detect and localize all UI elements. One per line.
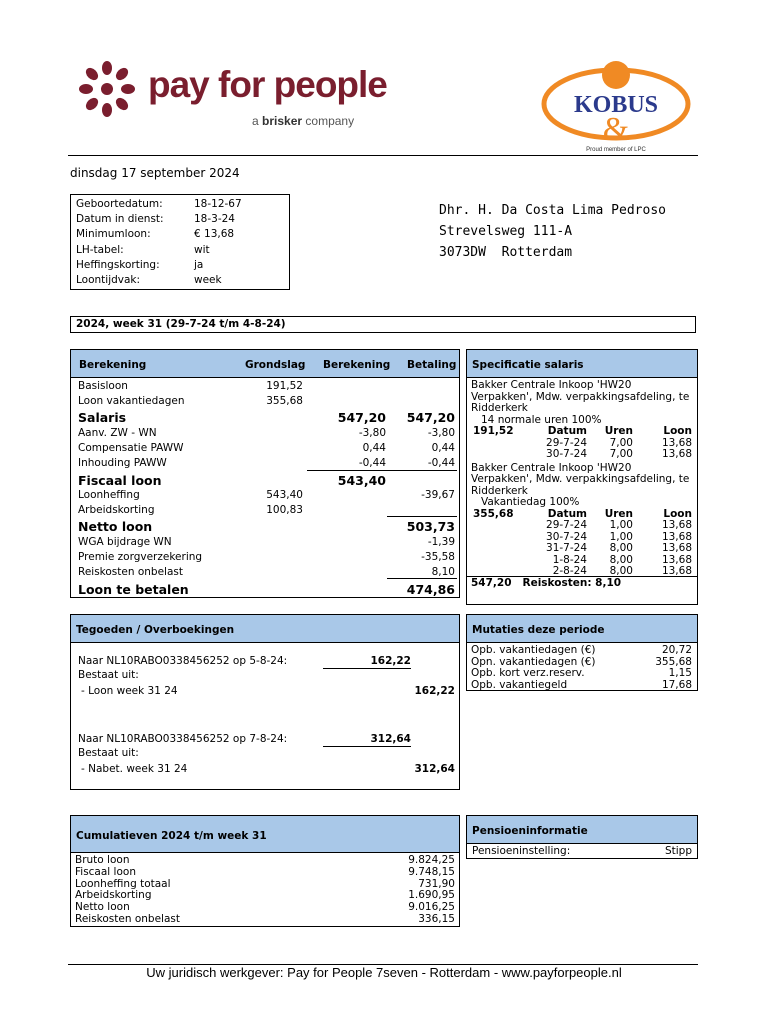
berekening-row-label: Loon vakantiedagen xyxy=(78,395,185,408)
recipient-city: 3073DW Rotterdam xyxy=(439,245,573,260)
spec-uren: 8,00 xyxy=(609,565,633,577)
cumulatief-label: Fiscaal loon xyxy=(75,865,136,878)
spec-datum: 31-7-24 xyxy=(546,542,587,554)
berekening-row-label: Loon te betalen xyxy=(78,581,189,597)
spec-description: Ridderkerk xyxy=(471,402,528,414)
tegoeden-box xyxy=(70,614,460,790)
berekening-table xyxy=(70,349,460,598)
berekening-betaling: 0,44 xyxy=(431,442,455,455)
berekening-betaling: -39,67 xyxy=(421,489,455,501)
spec-uren: 8,00 xyxy=(609,553,633,566)
brand-tagline: a brisker company xyxy=(252,114,355,128)
kobus-member-text: Proud member of LPC xyxy=(586,147,646,153)
spec-datum: 2-8-24 xyxy=(552,565,587,577)
transfer-item: - Loon week 31 24 xyxy=(81,685,178,697)
berekening-grondslag: 355,68 xyxy=(266,395,303,408)
cumulatief-label: Loonheffing totaal xyxy=(75,877,171,890)
berekening-berekening: 547,20 xyxy=(337,410,386,426)
specificatie-title: Specificatie salaris xyxy=(472,359,584,371)
col-grondslag: Grondslag xyxy=(245,359,306,371)
berekening-betaling: -1,39 xyxy=(427,535,455,548)
col-berekening: Berekening xyxy=(323,359,391,371)
mutatie-value: 355,68 xyxy=(655,655,692,668)
pay-for-people-logo xyxy=(76,58,387,133)
mutaties-header xyxy=(467,615,697,643)
info-value: wit xyxy=(194,243,210,256)
info-label: Loontijdvak: xyxy=(76,274,141,286)
employee-info-box xyxy=(70,194,290,290)
transfer-item-amount: 162,22 xyxy=(414,685,455,697)
spec-description: Ridderkerk xyxy=(471,484,528,497)
cumulatieven-header xyxy=(71,816,459,853)
pensioen-label: Pensioeninstelling: xyxy=(472,845,571,857)
transfer-item: - Nabet. week 31 24 xyxy=(81,763,188,775)
transfer-amount: 162,22 xyxy=(370,655,411,667)
spec-col-loon: Loon xyxy=(663,507,692,520)
berekening-header xyxy=(71,350,459,378)
berekening-row-label: Reiskosten onbelast xyxy=(78,566,183,579)
spec-amount: 355,68 xyxy=(473,507,514,520)
mutaties-box xyxy=(466,614,698,691)
transfer-item-amount: 312,64 xyxy=(414,763,455,775)
spec-subline: 14 normale uren 100% xyxy=(481,413,602,426)
spec-col-uren: Uren xyxy=(604,425,633,437)
berekening-row-label: Aanv. ZW - WN xyxy=(78,426,157,439)
spec-loon: 13,68 xyxy=(661,530,692,543)
transfer-bestaat: Bestaat uit: xyxy=(78,669,139,681)
spec-datum: 29-7-24 xyxy=(546,436,587,449)
info-value: week xyxy=(194,274,222,286)
transfer-amount: 312,64 xyxy=(370,733,411,745)
spec-loon: 13,68 xyxy=(661,542,692,554)
spec-description: Verpakken', Mdw. verpakkingsafdeling, te xyxy=(471,390,690,403)
transfer-label: Naar NL10RABO0338456252 op 7-8-24: xyxy=(78,733,288,745)
spec-loon: 13,68 xyxy=(661,519,692,531)
spec-loon: 13,68 xyxy=(661,565,692,577)
transfer-underline xyxy=(323,746,411,747)
berekening-grondslag: 543,40 xyxy=(266,489,303,501)
mutatie-value: 17,68 xyxy=(661,678,692,691)
recipient-name: Dhr. H. Da Costa Lima Pedroso xyxy=(439,203,666,218)
svg-text:&: & xyxy=(602,111,630,148)
cumulatief-label: Reiskosten onbelast xyxy=(75,913,180,925)
berekening-betaling: -0,44 xyxy=(427,457,455,470)
info-value: ja xyxy=(194,258,204,271)
cumulatief-label: Bruto loon xyxy=(75,854,130,866)
spec-uren: 8,00 xyxy=(609,542,633,554)
transfer-label: Naar NL10RABO0338456252 op 5-8-24: xyxy=(78,655,288,667)
berekening-betaling: 547,20 xyxy=(406,410,455,426)
berekening-betaling: -3,80 xyxy=(427,426,455,439)
recipient-address xyxy=(439,200,666,263)
cumulatief-value: 731,90 xyxy=(418,877,455,890)
cumulatief-label: Netto loon xyxy=(75,901,130,914)
tegoeden-title: Tegoeden / Overboekingen xyxy=(76,624,235,636)
col-berekening-label: Berekening xyxy=(79,359,147,371)
berekening-row-label: Premie zorgverzekering xyxy=(78,551,203,564)
berekening-row-label: Fiscaal loon xyxy=(78,472,162,488)
specificatie-box xyxy=(466,349,698,605)
spec-datum: 29-7-24 xyxy=(546,519,587,531)
specificatie-header xyxy=(467,350,697,378)
berekening-berekening: -3,80 xyxy=(358,426,386,439)
kobus-logo xyxy=(540,58,696,156)
cumulatief-value: 9.824,25 xyxy=(408,854,455,866)
spec-subline: Vakantiedag 100% xyxy=(481,496,580,508)
cumulatief-label: Arbeidskorting xyxy=(75,889,152,902)
spec-loon: 13,68 xyxy=(661,553,692,566)
mutatie-label: Opb. kort verz.reserv. xyxy=(471,667,585,679)
berekening-berekening: 0,44 xyxy=(362,442,386,455)
berekening-berekening: 543,40 xyxy=(337,472,386,488)
spec-uren: 7,00 xyxy=(609,436,633,449)
spec-uren: 7,00 xyxy=(609,448,633,460)
spec-datum: 30-7-24 xyxy=(546,530,587,543)
subtotal-line xyxy=(387,516,457,517)
spec-description: Bakker Centrale Inkoop 'HW20 xyxy=(471,379,632,391)
mutatie-value: 1,15 xyxy=(668,667,692,679)
footer-text: Uw juridisch werkgever: Pay for People 7seven - Rotterdam - www.payforpeople.nl xyxy=(146,965,622,980)
mutatie-label: Opb. vakantiegeld xyxy=(471,678,568,691)
info-label: Datum in dienst: xyxy=(76,213,164,226)
berekening-betaling: -35,58 xyxy=(421,551,455,564)
subtotal-line xyxy=(307,470,457,471)
spec-col-datum: Datum xyxy=(547,507,587,520)
spec-col-loon: Loon xyxy=(663,425,692,437)
info-value: 18-3-24 xyxy=(194,213,235,226)
mutaties-title: Mutaties deze periode xyxy=(472,624,605,636)
mutatie-label: Opb. vakantiedagen (€) xyxy=(471,644,596,656)
spec-uren: 1,00 xyxy=(609,519,633,531)
spec-loon: 13,68 xyxy=(661,448,692,460)
spec-description: Verpakken', Mdw. verpakkingsafdeling, te xyxy=(471,473,690,485)
info-label: Minimumloon: xyxy=(76,228,151,241)
cumulatief-value: 9.748,15 xyxy=(408,865,455,878)
pensioen-box xyxy=(466,815,698,859)
spec-col-datum: Datum xyxy=(547,425,587,437)
transfer-underline xyxy=(323,668,411,669)
pensioen-value: Stipp xyxy=(664,845,692,857)
berekening-row-label: WGA bijdrage WN xyxy=(78,535,172,548)
kobus-emblem-icon xyxy=(540,58,696,156)
berekening-betaling: 8,10 xyxy=(431,566,455,579)
berekening-grondslag: 191,52 xyxy=(266,380,303,392)
berekening-row-label: Basisloon xyxy=(78,380,128,392)
berekening-row-label: Netto loon xyxy=(78,519,153,535)
info-label: Heffingskorting: xyxy=(76,258,160,271)
info-label: LH-tabel: xyxy=(76,243,124,256)
transfer-bestaat: Bestaat uit: xyxy=(78,747,139,759)
info-label: Geboortedatum: xyxy=(76,198,163,210)
berekening-row-label: Arbeidskorting xyxy=(78,504,155,517)
kobus-wordmark: KOBUS xyxy=(573,92,659,118)
flower-logo-icon xyxy=(76,58,138,120)
spec-amount: 191,52 xyxy=(473,425,514,437)
cumulatief-value: 336,15 xyxy=(418,913,455,925)
period-box xyxy=(70,316,696,333)
cumulatief-value: 9.016,25 xyxy=(408,901,455,914)
berekening-row-label: Compensatie PAWW xyxy=(78,442,184,455)
header-divider xyxy=(68,155,698,156)
spec-footer: 547,20 Reiskosten: 8,10 xyxy=(471,576,622,589)
berekening-row-label: Salaris xyxy=(78,410,127,426)
spec-datum: 1-8-24 xyxy=(552,553,587,566)
spec-uren: 1,00 xyxy=(609,530,633,543)
mutatie-label: Opn. vakantiedagen (€) xyxy=(471,655,596,668)
pensioen-header xyxy=(467,816,697,844)
document-date: dinsdag 17 september 2024 xyxy=(70,166,240,180)
spec-col-uren: Uren xyxy=(604,507,633,520)
cumulatief-value: 1.690,95 xyxy=(408,889,455,902)
pensioen-title: Pensioeninformatie xyxy=(472,825,588,837)
berekening-row-label: Loonheffing xyxy=(78,489,140,501)
cumulatieven-box xyxy=(70,815,460,927)
berekening-berekening: -0,44 xyxy=(358,457,386,470)
info-value: € 13,68 xyxy=(194,228,235,241)
mutatie-value: 20,72 xyxy=(661,644,692,656)
col-betaling: Betaling xyxy=(407,359,457,371)
brand-name: pay for people xyxy=(148,64,387,105)
berekening-row-label: Inhouding PAWW xyxy=(78,457,167,470)
period-label: 2024, week 31 (29-7-24 t/m 4-8-24) xyxy=(76,318,286,330)
berekening-betaling: 474,86 xyxy=(406,581,455,597)
recipient-street: Strevelsweg 111-A xyxy=(439,224,573,239)
berekening-grondslag: 100,83 xyxy=(266,504,303,517)
cumulatieven-title: Cumulatieven 2024 t/m week 31 xyxy=(76,830,267,842)
spec-datum: 30-7-24 xyxy=(546,448,587,460)
spec-description: Bakker Centrale Inkoop 'HW20 xyxy=(471,461,632,474)
tegoeden-header xyxy=(71,615,459,643)
spec-loon: 13,68 xyxy=(661,436,692,449)
berekening-betaling: 503,73 xyxy=(406,519,455,535)
info-value: 18-12-67 xyxy=(194,198,242,210)
subtotal-line xyxy=(387,578,457,579)
